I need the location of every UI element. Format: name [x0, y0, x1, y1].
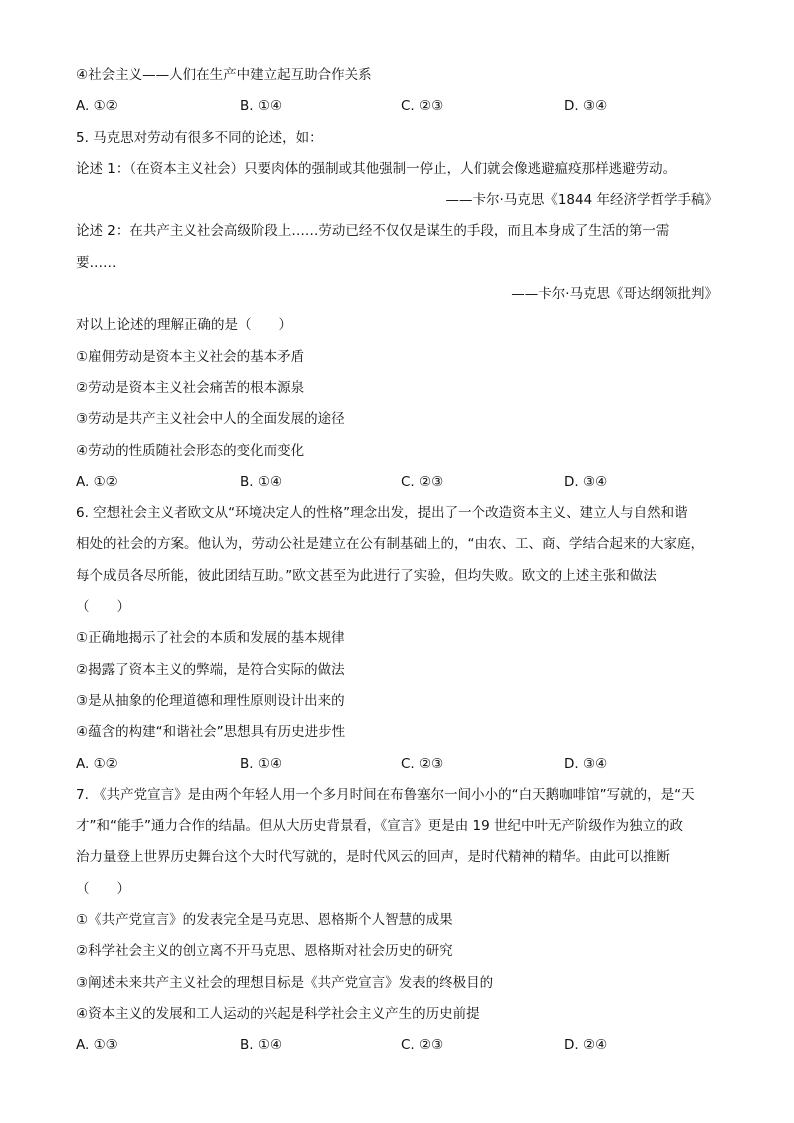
q7-options: [76, 1030, 718, 1061]
q5-stem: 5. 马克思对劳动有很多不同的论述，如：: [76, 129, 323, 146]
q4-option-d[interactable]: D. ③④: [564, 98, 608, 115]
q6-options: [76, 749, 718, 780]
q5-quote-2-line-1: 论述 2：在共产主义社会高级阶段上……劳动已经不仅仅是谋生的手段，而且本身成了生活的第一需: [76, 223, 670, 240]
q6-option-a[interactable]: A. ①②: [76, 755, 118, 772]
q7-option-a[interactable]: A. ①③: [76, 1037, 118, 1054]
q5-option-d[interactable]: D. ③④: [564, 473, 608, 490]
q6-item-2: ②揭露了资本主义的弊端，是符合实际的做法: [76, 661, 345, 678]
q7-item-3: ③阐述未来共产主义社会的理想目标是《共产党宣言》发表的终极目的: [76, 974, 494, 991]
q5-source-1: ——卡尔·马克思《1844 年经济学哲学手稿》: [445, 192, 718, 209]
q5-question: 对以上论述的理解正确的是（ ）: [76, 317, 292, 334]
q7-stem-line-3: 治力量登上世界历史舞台这个大时代写就的，是时代风云的回声，是时代精神的精华。由此可以推断: [76, 849, 670, 866]
q5-quote-2-line-2: 要……: [76, 254, 117, 271]
q7-option-b[interactable]: B. ①④: [240, 1037, 283, 1054]
q6-option-c[interactable]: C. ②③: [401, 755, 444, 772]
q6-item-1: ①正确地揭示了社会的本质和发展的基本规律: [76, 630, 345, 647]
q7-item-2: ②科学社会主义的创立离不开马克思、恩格斯对社会历史的研究: [76, 943, 453, 960]
q4-option-a[interactable]: A. ①②: [76, 98, 118, 115]
q6-stem-line-1: 6. 空想社会主义者欧文从“环境决定人的性格”理念出发，提出了一个改造资本主义、建立人与自然和谐: [76, 505, 688, 522]
q6-stem-line-3: 每个成员各尽所能，彼此团结互助。”欧文甚至为此进行了实验，但均失败。欧文的上述主张和做法: [76, 567, 657, 584]
q5-source-2: ——卡尔·马克思《哥达纲领批判》: [511, 286, 718, 303]
q5-item-3: ③劳动是共产主义社会中人的全面发展的途径: [76, 411, 345, 428]
exam-page: [76, 60, 718, 1062]
q5-item-2: ②劳动是资本主义社会痛苦的根本源泉: [76, 379, 305, 396]
q5-option-c[interactable]: C. ②③: [401, 473, 444, 490]
q7-option-c[interactable]: C. ②③: [401, 1037, 444, 1054]
q7-item-1: ①《共产党宣言》的发表完全是马克思、恩格斯个人智慧的成果: [76, 912, 453, 929]
q6-stem-line-4: （ ）: [76, 599, 130, 616]
q6-stem-line-2: 相处的社会的方案。他认为，劳动公社是建立在公有制基础上的，“由农、工、商、学结合起来的大家庭，: [76, 536, 704, 553]
q5-option-a[interactable]: A. ①②: [76, 473, 118, 490]
q4-options: [76, 91, 718, 122]
q5-options: [76, 467, 718, 498]
q7-option-d[interactable]: D. ②④: [564, 1037, 608, 1054]
q7-stem-line-2: 才”和“能手”通力合作的结晶。但从大历史背景看，《宣言》更是由 19 世纪中叶无产阶级作为独立的政: [76, 818, 683, 835]
q6-option-b[interactable]: B. ①④: [240, 755, 283, 772]
q4-item-4: ④社会主义——人们在生产中建立起互助合作关系: [76, 67, 372, 83]
q6-item-3: ③是从抽象的伦理道德和理性原则设计出来的: [76, 692, 345, 709]
q5-item-1: ①雇佣劳动是资本主义社会的基本矛盾: [76, 348, 305, 365]
q4-option-b[interactable]: B. ①④: [240, 98, 283, 115]
q4-option-c[interactable]: C. ②③: [401, 98, 444, 115]
q6-item-4: ④蕴含的构建“和谐社会”思想具有历史进步性: [76, 724, 346, 741]
q5-option-b[interactable]: B. ①④: [240, 473, 283, 490]
q7-stem-line-1: 7. 《共产党宣言》是由两个年轻人用一个多月时间在布鲁塞尔一间小小的“白天鹅咖啡馆”写就的，是“天: [76, 786, 695, 803]
q7-item-4: ④资本主义的发展和工人运动的兴起是科学社会主义产生的历史前提: [76, 1005, 480, 1022]
q5-item-4: ④劳动的性质随社会形态的变化而变化: [76, 442, 305, 459]
q5-quote-1: 论述 1：（在资本主义社会）只要肉体的强制或其他强制一停止，人们就会像逃避瘟疫那样逃避劳动。: [76, 160, 677, 177]
q6-option-d[interactable]: D. ③④: [564, 755, 608, 772]
q7-stem-line-4: （ ）: [76, 880, 130, 897]
